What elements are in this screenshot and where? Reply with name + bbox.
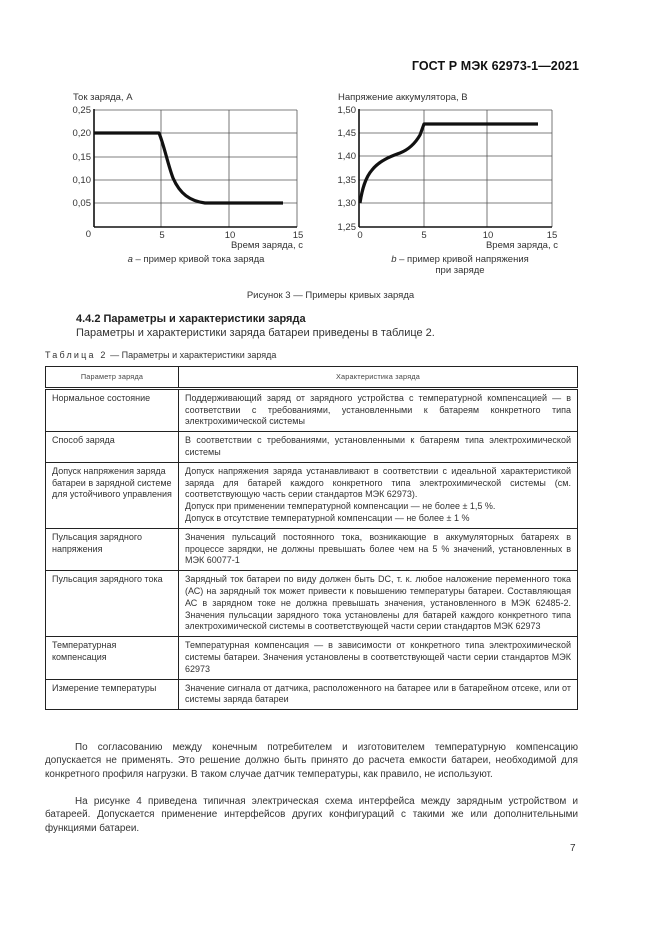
chart-a-xtick: 15 (292, 230, 304, 241)
table-row (46, 432, 578, 463)
chart-b-ytick: 1,30 (337, 198, 356, 209)
value-cell: Поддерживающий заряд от зарядного устройства с температурной компенсацией — в соответствии с требованиями, установленными к батареям конкретного типа электрохимической системы (179, 388, 578, 431)
section-intro: Параметры и характеристики заряда батареи приведены в таблице 2. (76, 327, 435, 339)
chart-b-ytick: 1,35 (337, 175, 356, 186)
page-number: 7 (570, 843, 576, 854)
body-paragraph-2-text: На рисунке 4 приведена типичная электрическая схема интерфейса между зарядным устройством и батареей. Допускается применение интерфейсов других конфигураций с такими же или дополнительными функциями батареи. (45, 796, 578, 834)
section-heading: 4.4.2 Параметры и характеристики заряда (76, 313, 306, 325)
body-paragraph-1-text: По согласованию между конечным потребителем и изготовителем температурную компенсацию допускается не применять. Это решение должно быть принято до расчета емкости батареи, необходимой для конкретного профиля нагрузки. В таком случае датчик температуры, как правило, не используют. (45, 742, 578, 780)
chart-a-ytick: 0,15 (72, 152, 91, 163)
chart-b-caption: b – пример кривой напряжения (391, 254, 529, 265)
value-cell (179, 462, 578, 528)
body-paragraph-1 (45, 741, 578, 781)
chart-b-ytick: 1,40 (337, 151, 356, 162)
chart-b-ytick: 1,50 (337, 105, 356, 116)
chart-a-caption: a – пример кривой тока заряда (127, 254, 265, 265)
chart-b-ytick: 1,45 (337, 128, 356, 139)
chart-b-xlabel: Время заряда, с (485, 240, 558, 251)
table-row (46, 637, 578, 679)
chart-b-xtick: 10 (482, 230, 494, 241)
table-title (45, 350, 276, 360)
chart-b-caption-line2: при заряде (435, 265, 485, 276)
column-header-parameter: Параметр заряда (46, 367, 179, 389)
chart-a-xlabel: Время заряда, с (230, 240, 303, 251)
chart-a-xtick: 10 (224, 230, 236, 241)
chart-b-ylabel: Напряжение аккумулятора, В (338, 92, 468, 103)
param-cell: Способ заряда (46, 432, 179, 463)
value-cell: Зарядный ток батареи по виду должен быть DC, т. к. любое наложение переменного тока (АС) на зарядный ток может привести к повышению температуры батареи. Составляющая АС в зарядном токе не должна превышать значения, установленного в МЭК 62485-2. Значения пульсации зарядного тока установлены для батарей каждого конкретного типа электрохимической системы в соответствующей части серии стандартов МЭК 62973 (179, 571, 578, 637)
table-title-text: — Параметры и характеристики заряда (107, 350, 277, 360)
chart-a-ytick: 0 (85, 229, 91, 240)
parameters-table (45, 366, 578, 710)
chart-a-ylabel: Ток заряда, А (73, 92, 133, 103)
param-cell: Пульсация зарядного напряжения (46, 528, 179, 570)
value-line: Допуск напряжения заряда устанавливают в соответствии с идеальной характеристикой заряда для батарей каждого конкретного типа электрохимической системы (см. соответствующую часть серии стандартов МЭК 62973). (185, 465, 571, 500)
table-row (46, 679, 578, 710)
chart-a-xtick: 5 (159, 230, 165, 241)
body-paragraph-2 (45, 795, 578, 835)
param-cell: Температурная компенсация (46, 637, 179, 679)
chart-b-ytick: 1,25 (337, 222, 356, 233)
table-row (46, 571, 578, 637)
document-code: ГОСТ Р МЭК 62973-1—2021 (411, 59, 579, 73)
value-cell: Значение сигнала от датчика, расположенного на батарее или в батарейном отсеке, или от системы заряда батареи (179, 679, 578, 710)
chart-a-ytick: 0,05 (72, 198, 91, 209)
table-title-label: Таблица 2 (45, 350, 108, 360)
table-row (46, 462, 578, 528)
table-row (46, 388, 578, 431)
chart-a-ytick: 0,25 (72, 105, 91, 116)
param-cell: Пульсация зарядного тока (46, 571, 179, 637)
value-line: Допуск при применении температурной компенсации — не более ± 1,5 %. (185, 501, 496, 512)
table-row (46, 528, 578, 570)
param-cell: Нормальное состояние (46, 388, 179, 431)
chart-a-ytick: 0,20 (72, 128, 91, 139)
value-cell: Значения пульсаций постоянного тока, возникающие в аккумуляторных батареях в процессе зарядки, не должны превышать более чем на 5 % значений, установленных в МЭК 60077-1 (179, 528, 578, 570)
table-header-row (46, 367, 578, 389)
chart-a-ytick: 0,10 (72, 175, 91, 186)
value-cell: Температурная компенсация — в зависимости от конкретного типа электрохимической системы батареи. Значения установлены в соответствующей части серии стандартов МЭК 62973 (179, 637, 578, 679)
value-line: Допуск в отсутствие температурной компенсации — не более ± 1 % (185, 512, 470, 523)
column-header-characteristic: Характеристика заряда (179, 367, 578, 389)
chart-b-curve (360, 124, 538, 203)
chart-b-xtick: 15 (546, 230, 558, 241)
chart-b-xtick: 0 (357, 230, 363, 241)
chart-b-xtick: 5 (421, 230, 427, 241)
chart-battery-voltage (0, 0, 620, 285)
figure-title: Рисунок 3 — Примеры кривых заряда (246, 290, 415, 301)
value-cell: В соответствии с требованиями, установленными к батареям типа электрохимической системы (179, 432, 578, 463)
param-cell: Измерение температуры (46, 679, 179, 710)
param-cell: Допуск напряжения заряда батареи в зарядной системе для устойчивого управления (46, 462, 179, 528)
